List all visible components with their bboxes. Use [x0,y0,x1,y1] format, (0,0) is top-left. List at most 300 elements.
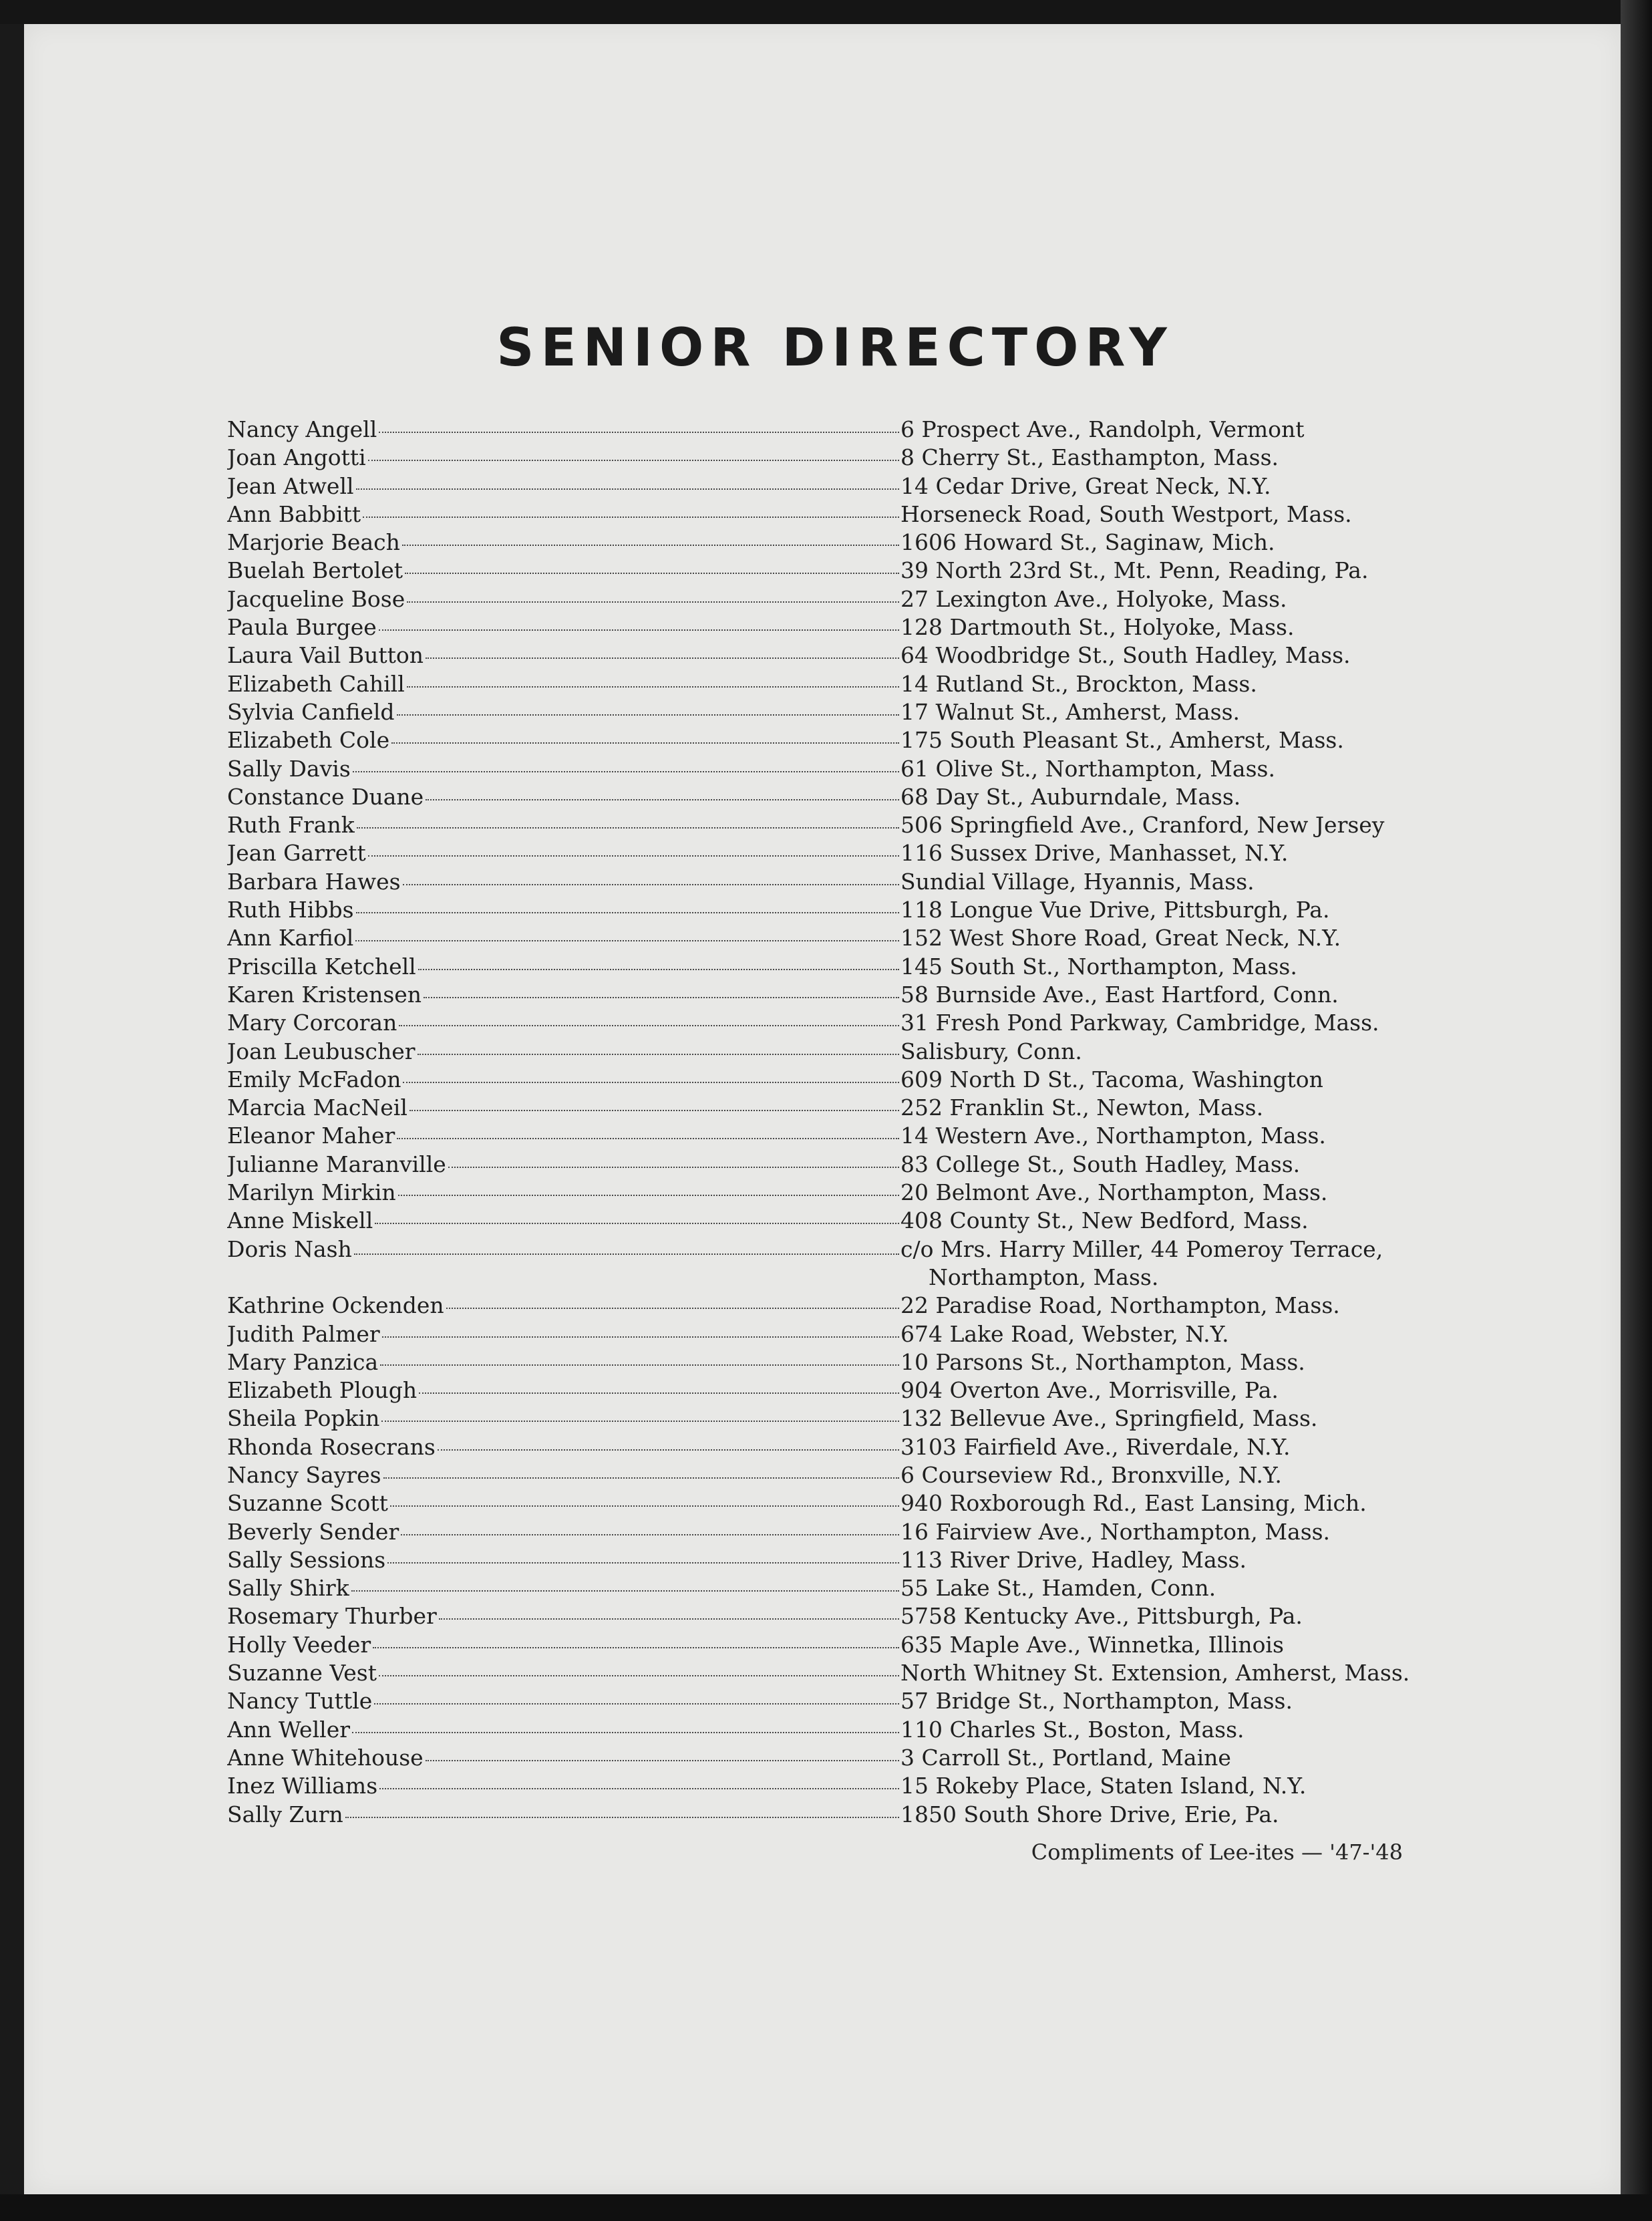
dot-leader [403,1082,899,1083]
entry-name: Mary Panzica [227,1348,379,1375]
entry-name: Doris Nash [227,1235,352,1262]
entry-address-line: 128 Dartmouth St., Holyoke, Mass. [900,614,1295,641]
entry-address-line: 6 Prospect Ave., Randolph, Vermont [900,416,1305,442]
entry-address-line: 57 Bridge St., Northampton, Mass. [900,1688,1293,1715]
dot-leader [418,1054,899,1055]
directory-entry [227,783,1443,811]
entry-address [900,1207,1435,1235]
directory-entry [227,1433,1443,1461]
entry-name-cell [227,529,900,557]
entry-address-line: 39 North 23rd St., Mt. Penn, Reading, Pa. [900,557,1369,584]
dot-leader [403,884,899,885]
entry-name-cell [227,953,900,981]
dot-leader [398,1195,899,1196]
directory-entry [227,981,1443,1009]
dot-leader [399,1025,899,1026]
entry-name: Marilyn Mirkin [227,1179,396,1206]
entry-address-line: 116 Sussex Drive, Manhasset, N.Y. [900,840,1289,867]
entry-address-line: 152 West Shore Road, Great Neck, N.Y. [900,925,1341,951]
entry-name-cell [227,1546,900,1574]
entry-address [900,1659,1435,1687]
entry-address-line: 17 Walnut St., Amherst, Mass. [900,698,1241,725]
entry-name: Jean Atwell [227,472,354,499]
dot-leader [391,742,899,744]
page-title: SENIOR DIRECTORY [496,318,1174,378]
entry-address [900,1744,1435,1772]
entry-name-cell [227,1235,900,1264]
entry-address [900,1179,1435,1207]
entry-address-line: 1606 Howard St., Saginaw, Mich. [900,529,1275,556]
dot-leader [356,488,899,490]
entry-name-cell [227,1716,900,1744]
entry-name: Suzanne Vest [227,1660,377,1686]
dot-leader [405,573,899,574]
entry-name-cell [227,783,900,811]
entry-name-cell [227,1404,900,1433]
entry-name-cell [227,1489,900,1517]
entry-name: Inez Williams [227,1773,378,1799]
entry-address [900,529,1435,557]
entry-address [900,698,1435,726]
entry-name-cell [227,670,900,698]
entry-name-cell [227,472,900,500]
dot-leader [363,516,899,518]
entry-address-line: 113 River Drive, Hadley, Mass. [900,1546,1247,1573]
entry-address [900,896,1435,924]
entry-name-cell [227,1094,900,1122]
scan-border-right [1621,0,1652,2221]
entry-name-cell [227,1348,900,1376]
entry-name-cell [227,755,900,783]
directory-entry [227,1461,1443,1489]
entry-name: Holly Veeder [227,1631,371,1658]
entry-name: Nancy Tuttle [227,1688,373,1715]
entry-address-line: 132 Bellevue Ave., Springfield, Mass. [900,1405,1318,1432]
directory-entry [227,868,1443,896]
dot-leader [446,1308,899,1309]
entry-address [900,1292,1435,1320]
entry-address [900,1066,1435,1094]
dot-leader [379,629,899,631]
entry-name-cell [227,1801,900,1829]
entry-address-line: 61 Olive St., Northampton, Mass. [900,755,1275,782]
entry-name-cell [227,811,900,839]
directory-entry [227,1489,1443,1517]
entry-name-cell [227,698,900,726]
dot-leader [419,1392,899,1394]
entry-address-line: Horseneck Road, South Westport, Mass. [900,500,1352,527]
directory-entry [227,1094,1443,1122]
dot-leader [382,1336,899,1338]
directory-entry [227,924,1443,952]
entry-address-line: 58 Burnside Ave., East Hartford, Conn. [900,981,1339,1008]
entry-name-cell [227,1744,900,1772]
entry-address [900,1235,1435,1292]
entry-name-cell [227,1122,900,1150]
entry-name: Karen Kristensen [227,981,422,1008]
entry-name: Anne Whitehouse [227,1744,424,1771]
entry-address [900,783,1435,811]
entry-address-line: 15 Rokeby Place, Staten Island, N.Y. [900,1773,1307,1799]
entry-address [900,1631,1435,1659]
dot-leader [402,545,899,546]
entry-address-line: 940 Roxborough Rd., East Lansing, Mich. [900,1490,1367,1517]
entry-name: Rhonda Rosecrans [227,1433,436,1460]
entry-address [900,1151,1435,1179]
entry-address-line: North Whitney St. Extension, Amherst, Mass. [900,1660,1410,1686]
dot-leader [448,1167,899,1168]
entry-name-cell [227,1151,900,1179]
entry-name: Mary Corcoran [227,1010,397,1036]
entry-address [900,416,1435,444]
entry-address [900,1404,1435,1433]
footer-credit: Compliments of Lee-ites — '47-'48 [1031,1839,1403,1865]
entry-address [900,1801,1435,1829]
entry-address [900,1376,1435,1404]
entry-name: Laura Vail Button [227,642,424,669]
dot-leader [356,912,899,913]
directory-entry [227,1744,1443,1772]
dot-leader [374,1703,899,1705]
dot-leader [353,771,899,772]
entry-address-line: 110 Charles St., Boston, Mass. [900,1716,1245,1743]
directory-entry [227,500,1443,529]
entry-name-cell [227,1066,900,1094]
entry-name-cell [227,896,900,924]
entry-address-line: 6 Courseview Rd., Bronxville, N.Y. [900,1461,1282,1488]
dot-leader [379,432,899,433]
entry-name-cell [227,1292,900,1320]
entry-address [900,500,1435,529]
entry-name-cell [227,1461,900,1489]
entry-name-cell [227,726,900,754]
directory-entry [227,755,1443,783]
entry-address [900,1348,1435,1376]
directory-entry [227,1716,1443,1744]
scan-border-bottom [0,2194,1652,2221]
entry-name: Kathrine Ockenden [227,1292,444,1319]
entry-name-cell [227,1207,900,1235]
dot-leader [373,1647,899,1648]
entry-name: Beverly Sender [227,1518,399,1545]
directory-entry [227,670,1443,698]
dot-leader [397,714,899,716]
entry-address-line: 3103 Fairfield Ave., Riverdale, N.Y. [900,1433,1291,1460]
entry-address [900,1574,1435,1602]
entry-name: Judith Palmer [227,1320,380,1347]
entry-address-line: 64 Woodbridge St., South Hadley, Mass. [900,642,1351,669]
entry-name: Buelah Bertolet [227,557,403,584]
dot-leader [355,940,899,941]
dot-leader [426,799,899,800]
dot-leader [390,1505,899,1507]
entry-address [900,1518,1435,1546]
entry-name: Elizabeth Cole [227,727,390,754]
entry-address-line: 10 Parsons St., Northampton, Mass. [900,1348,1305,1375]
entry-name: Sheila Popkin [227,1405,380,1432]
entry-address-line: 8 Cherry St., Easthampton, Mass. [900,444,1279,471]
entry-address-line: 175 South Pleasant St., Amherst, Mass. [900,727,1344,754]
entry-name: Marjorie Beach [227,529,400,556]
dot-leader [352,1732,899,1733]
entry-address [900,1546,1435,1574]
directory-entry [227,953,1443,981]
entry-address-line: 408 County St., New Bedford, Mass. [900,1207,1309,1234]
entry-name: Sally Zurn [227,1801,343,1827]
directory-entry [227,1602,1443,1630]
entry-name: Constance Duane [227,783,424,810]
entry-name-cell [227,1631,900,1659]
directory-entry [227,726,1443,754]
entry-name-cell [227,444,900,472]
entry-name: Elizabeth Cahill [227,670,405,697]
directory-entry [227,1179,1443,1207]
entry-name: Ruth Hibbs [227,897,354,923]
entry-name-cell [227,1518,900,1546]
entry-address [900,472,1435,500]
directory-entry [227,1574,1443,1602]
entry-address [900,444,1435,472]
directory-entry [227,416,1443,444]
entry-name-cell [227,585,900,613]
entry-name: Marcia MacNeil [227,1094,407,1121]
dot-leader [418,969,899,970]
entry-address [900,924,1435,952]
entry-name: Jean Garrett [227,840,366,867]
directory-entry [227,1207,1443,1235]
entry-name: Suzanne Scott [227,1490,388,1517]
entry-name: Sally Davis [227,755,351,782]
entry-address [900,755,1435,783]
entry-name: Paula Burgee [227,614,377,641]
dot-leader [368,460,899,461]
dot-leader [345,1817,899,1818]
directory-entry [227,896,1443,924]
entry-address [900,1320,1435,1348]
entry-name: Elizabeth Plough [227,1377,418,1404]
directory-entry [227,1320,1443,1348]
entry-name-cell [227,1320,900,1348]
directory-entry [227,641,1443,670]
dot-leader [438,1449,899,1451]
dot-leader [375,1223,899,1224]
entry-name-cell [227,868,900,896]
dot-leader [407,686,899,688]
directory-entry [227,1038,1443,1066]
entry-address-line: 506 Springfield Ave., Cranford, New Jersey [900,812,1385,839]
entry-address [900,726,1435,754]
entry-address [900,1038,1435,1066]
scan-border-top [0,0,1652,24]
entry-address-line: 14 Rutland St., Brockton, Mass. [900,670,1257,697]
entry-address [900,1489,1435,1517]
dot-leader [401,1534,899,1535]
entry-address-line: Salisbury, Conn. [900,1038,1082,1064]
entry-name-cell [227,981,900,1009]
dot-leader [409,1110,899,1111]
entry-address-line: 145 South St., Northampton, Mass. [900,953,1297,980]
entry-name-cell [227,1574,900,1602]
dot-leader [424,997,899,998]
entry-name-cell [227,613,900,641]
entry-name: Nancy Sayres [227,1461,381,1488]
directory-entry [227,613,1443,641]
directory-entry [227,1122,1443,1150]
entry-name-cell [227,1376,900,1404]
dot-leader [357,827,899,829]
dot-leader [407,601,899,603]
entry-address-line: 635 Maple Ave., Winnetka, Illinois [900,1631,1284,1658]
entry-address [900,613,1435,641]
senior-directory-list [227,416,1443,1829]
entry-address-line: 27 Lexington Ave., Holyoke, Mass. [900,585,1287,612]
entry-name-cell [227,1772,900,1800]
entry-name-cell [227,1179,900,1207]
dot-leader [439,1618,899,1620]
entry-address [900,585,1435,613]
entry-address [900,811,1435,839]
directory-entry [227,1801,1443,1829]
entry-name: Ann Weller [227,1716,350,1743]
directory-entry [227,811,1443,839]
entry-name: Julianne Maranville [227,1151,446,1177]
dot-leader [380,1364,899,1366]
directory-entry [227,839,1443,867]
dot-leader [354,1253,899,1255]
directory-entry [227,1518,1443,1546]
dot-leader [426,657,899,659]
directory-entry [227,444,1443,472]
dot-leader [383,1477,899,1479]
directory-entry [227,698,1443,726]
entry-address [900,839,1435,867]
entry-address [900,1122,1435,1150]
directory-entry [227,1348,1443,1376]
directory-entry [227,1546,1443,1574]
directory-entry [227,1009,1443,1037]
entry-name: Ruth Frank [227,812,355,839]
dot-leader [351,1590,899,1592]
entry-address-line: 55 Lake St., Hamden, Conn. [900,1575,1216,1602]
directory-entry [227,557,1443,585]
entry-name: Anne Miskell [227,1207,373,1234]
entry-name-cell [227,1433,900,1461]
entry-address [900,1716,1435,1744]
directory-entry [227,585,1443,613]
entry-address-line: 5758 Kentucky Ave., Pittsburgh, Pa. [900,1603,1303,1630]
entry-name: Ann Karfiol [227,925,354,951]
dot-leader [379,1788,899,1789]
directory-entry [227,1066,1443,1094]
entry-address-line: 1850 South Shore Drive, Erie, Pa. [900,1801,1279,1827]
entry-name: Jacqueline Bose [227,585,405,612]
entry-address [900,1461,1435,1489]
entry-address [900,953,1435,981]
directory-entry [227,472,1443,500]
entry-address [900,1772,1435,1800]
entry-address-line: 20 Belmont Ave., Northampton, Mass. [900,1179,1328,1206]
entry-name: Priscilla Ketchell [227,953,416,980]
directory-entry [227,1631,1443,1659]
entry-address-line: Sundial Village, Hyannis, Mass. [900,868,1255,895]
dot-leader [381,1421,899,1422]
entry-name-cell [227,641,900,670]
directory-entry [227,1404,1443,1433]
directory-entry [227,1292,1443,1320]
entry-name: Sylvia Canfield [227,698,395,725]
entry-address-line: 68 Day St., Auburndale, Mass. [900,783,1241,810]
entry-name-cell [227,1687,900,1715]
directory-entry [227,1376,1443,1404]
entry-address-line: 14 Cedar Drive, Great Neck, N.Y. [900,472,1271,499]
entry-name-cell [227,1659,900,1687]
entry-address-line: 83 College St., South Hadley, Mass. [900,1151,1301,1177]
entry-address-line: 22 Paradise Road, Northampton, Mass. [900,1292,1340,1319]
dot-leader [368,855,899,857]
entry-name: Barbara Hawes [227,868,401,895]
entry-name: Joan Angotti [227,444,366,471]
entry-address-line: 3 Carroll St., Portland, Maine [900,1744,1231,1771]
entry-address [900,557,1435,585]
entry-name-cell [227,1038,900,1066]
directory-entry [227,1687,1443,1715]
entry-name-cell [227,1602,900,1630]
entry-name: Sally Sessions [227,1546,386,1573]
entry-name: Emily McFadon [227,1066,401,1092]
entry-address [900,641,1435,670]
entry-address-continuation: Northampton, Mass. [929,1264,1159,1290]
entry-address-line: 31 Fresh Pond Parkway, Cambridge, Mass. [900,1010,1379,1036]
entry-name: Ann Babbitt [227,500,361,527]
directory-entry [227,1235,1443,1292]
entry-address-line: 609 North D St., Tacoma, Washington [900,1066,1323,1092]
entry-name-cell [227,924,900,952]
dot-leader [426,1760,899,1761]
entry-address [900,670,1435,698]
entry-address-line: c/o Mrs. Harry Miller, 44 Pomeroy Terrace, [900,1235,1383,1262]
entry-address [900,868,1435,896]
entry-name-cell [227,500,900,529]
dot-leader [379,1675,899,1676]
entry-name-cell [227,1009,900,1037]
entry-name-cell [227,557,900,585]
entry-address-line: 674 Lake Road, Webster, N.Y. [900,1320,1229,1347]
entry-name: Joan Leubuscher [227,1038,416,1064]
directory-entry [227,1151,1443,1179]
entry-name: Nancy Angell [227,416,377,442]
entry-address-line: 14 Western Ave., Northampton, Mass. [900,1123,1326,1149]
entry-address [900,981,1435,1009]
entry-address-line: 16 Fairview Ave., Northampton, Mass. [900,1518,1331,1545]
entry-address-line: 904 Overton Ave., Morrisville, Pa. [900,1377,1279,1404]
entry-address [900,1687,1435,1715]
entry-address [900,1094,1435,1122]
entry-name-cell [227,416,900,444]
entry-address [900,1009,1435,1037]
dot-leader [387,1562,899,1564]
entry-address-line: 118 Longue Vue Drive, Pittsburgh, Pa. [900,897,1330,923]
entry-name: Rosemary Thurber [227,1603,437,1630]
entry-name-cell [227,839,900,867]
directory-entry [227,529,1443,557]
entry-name: Eleanor Maher [227,1123,395,1149]
entry-address-line: 252 Franklin St., Newton, Mass. [900,1094,1264,1121]
entry-name: Sally Shirk [227,1575,349,1602]
directory-entry [227,1772,1443,1800]
entry-address [900,1433,1435,1461]
directory-entry [227,1659,1443,1687]
entry-address [900,1602,1435,1630]
